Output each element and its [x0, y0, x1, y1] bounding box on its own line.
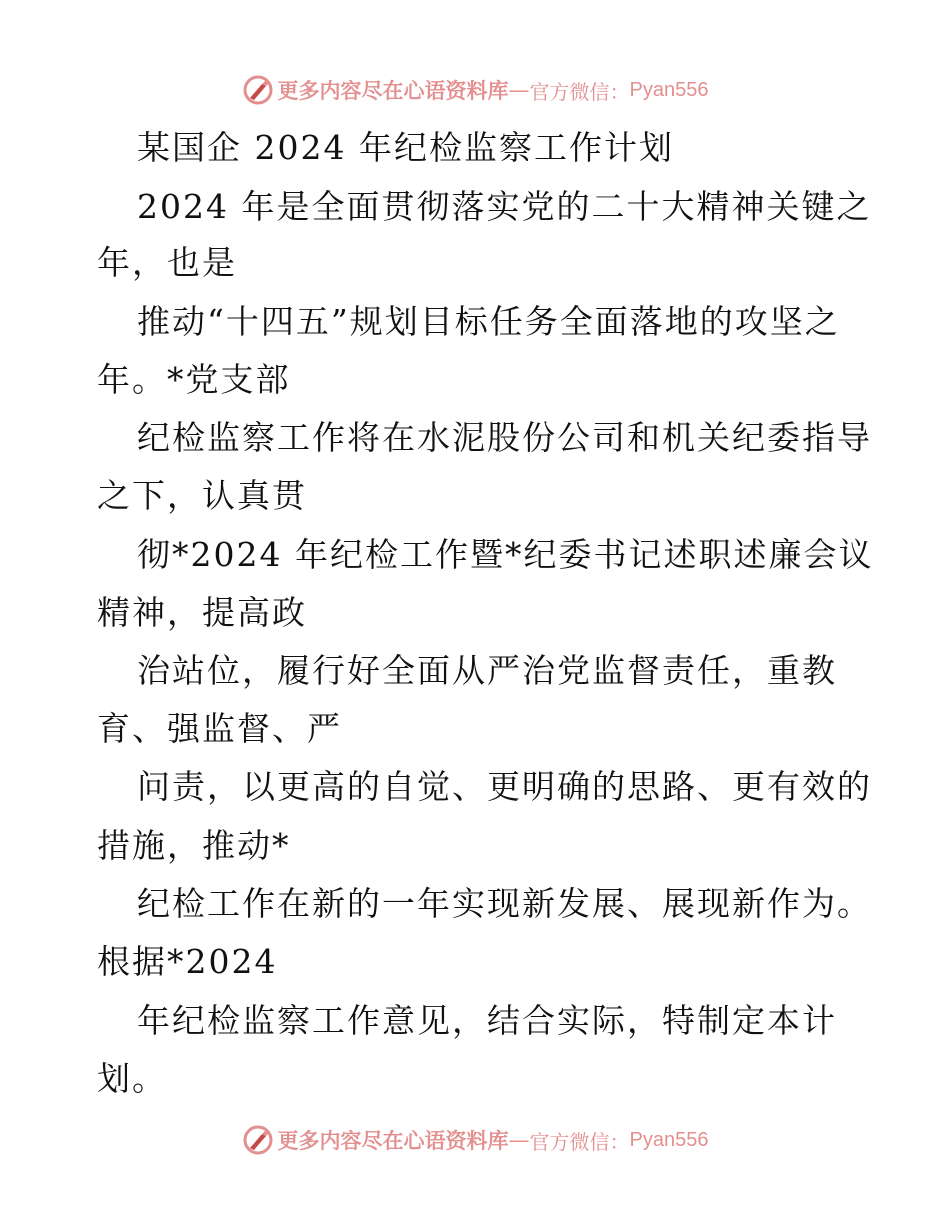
wechat-label: 官方微信：	[529, 1129, 630, 1154]
footer-watermark-banner	[0, 1120, 950, 1160]
paragraph-line: 问责，以更高的自觉、更明确的思路、更有效的	[137, 767, 872, 806]
paragraph-line: 彻*2024 年纪检工作暨*纪委书记述职述廉会议	[137, 535, 874, 574]
wechat-handle: Pyan556	[629, 78, 709, 101]
paragraph-line: 措施，推动*	[97, 826, 291, 865]
banner-separator: —	[508, 78, 530, 102]
paragraph-line: 根据*2024	[97, 942, 278, 981]
paragraph-line: 纪检工作在新的一年实现新发展、展现新作为。	[137, 884, 872, 923]
wechat-label: 官方微信：	[529, 79, 630, 104]
pen-logo-icon	[242, 74, 274, 106]
paragraph-line: 之下，认真贯	[97, 476, 307, 515]
promo-text: 更多内容尽在心语资料库	[277, 1129, 509, 1153]
banner-separator: —	[508, 1128, 530, 1152]
pen-logo-icon	[242, 1124, 274, 1156]
paragraph-line: 年，也是	[97, 243, 237, 282]
promo-text: 更多内容尽在心语资料库	[277, 79, 509, 103]
paragraph-line: 治站位，履行好全面从严治党监督责任，重教	[137, 651, 837, 690]
paragraph-line: 精神，提高政	[97, 593, 307, 632]
paragraph-line: 2024 年是全面贯彻落实党的二十大精神关键之	[137, 187, 872, 226]
wechat-handle: Pyan556	[629, 1128, 709, 1151]
paragraph-line: 育、强监督、严	[97, 709, 342, 748]
header-watermark-banner	[0, 70, 950, 110]
paragraph-line: 划。	[97, 1059, 167, 1098]
paragraph-line: 推动“十四五”规划目标任务全面落地的攻坚之	[137, 302, 840, 341]
paragraph-line: 年。*党支部	[97, 360, 291, 399]
document-title: 某国企 2024 年纪检监察工作计划	[137, 128, 674, 167]
paragraph-line: 年纪检监察工作意见，结合实际，特制定本计	[137, 1001, 837, 1040]
paragraph-line: 纪检监察工作将在水泥股份公司和机关纪委指导	[137, 418, 872, 457]
